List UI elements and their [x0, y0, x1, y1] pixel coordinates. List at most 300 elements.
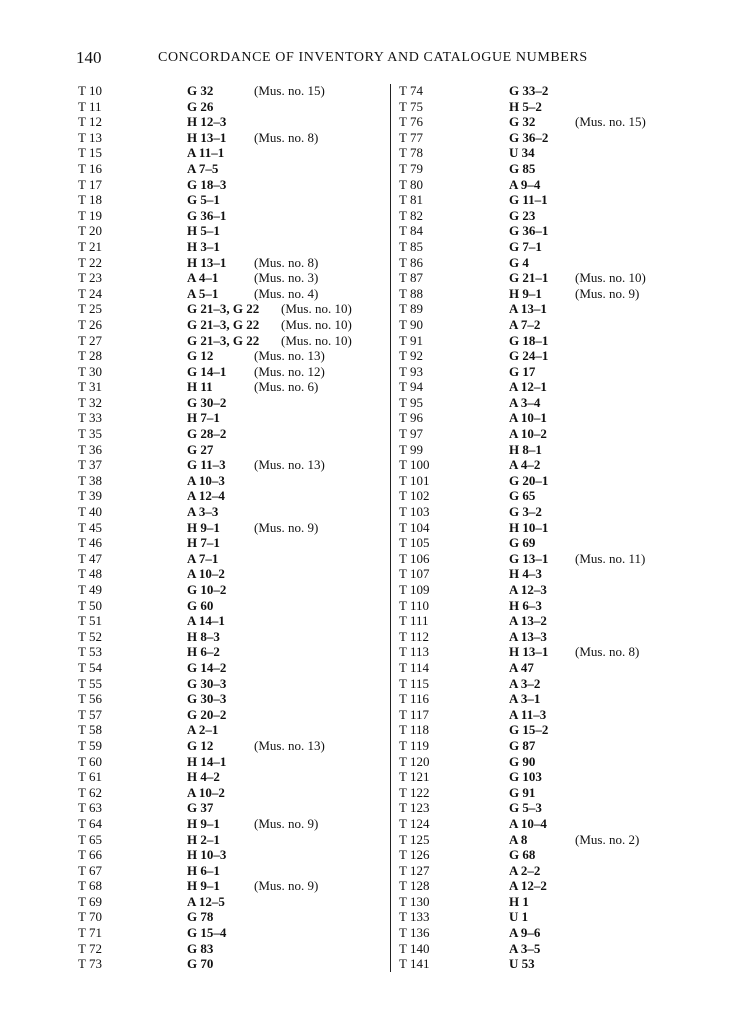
- museum-number: (Mus. no. 8): [254, 129, 319, 145]
- catalogue-number: G 83: [187, 940, 214, 956]
- inventory-number: T 106: [399, 550, 430, 566]
- catalogue-number: A 10–1: [509, 410, 547, 426]
- catalogue-number: A 3–3: [187, 504, 219, 520]
- table-row: [78, 239, 383, 255]
- catalogue-number: A 3–1: [509, 691, 541, 707]
- catalogue-number: A 12–3: [509, 582, 547, 597]
- table-row: [78, 379, 383, 395]
- museum-number: (Mus. no. 6): [254, 379, 319, 395]
- inventory-number: T 35: [78, 426, 102, 442]
- catalogue-number: A 3–5: [509, 940, 541, 956]
- catalogue-number: G 36–2: [509, 129, 549, 145]
- table-row: [399, 99, 689, 115]
- inventory-number: T 17: [78, 176, 102, 192]
- table-row: [78, 114, 383, 130]
- table-row: [399, 551, 689, 567]
- inventory-number: T 25: [78, 301, 102, 317]
- catalogue-number: G 12: [187, 737, 214, 753]
- catalogue-number: H 5–1: [187, 223, 220, 239]
- table-row: [399, 270, 689, 286]
- catalogue-number: A 4–2: [509, 457, 541, 473]
- catalogue-number: A 8: [509, 831, 528, 847]
- inventory-number: T 122: [399, 784, 430, 800]
- catalogue-number: A 10–2: [187, 566, 225, 582]
- catalogue-number: G 26: [187, 98, 214, 114]
- table-row: [399, 442, 689, 458]
- catalogue-number: G 5–3: [509, 800, 542, 816]
- table-row: [399, 754, 689, 770]
- catalogue-number: A 13–1: [509, 301, 547, 317]
- inventory-number: T 33: [78, 410, 102, 426]
- catalogue-number: G 12: [187, 348, 214, 364]
- table-row: [399, 208, 689, 224]
- inventory-number: T 121: [399, 769, 430, 785]
- table-row: [78, 925, 383, 941]
- inventory-number: T 72: [78, 940, 102, 956]
- inventory-number: T 49: [78, 582, 102, 597]
- table-row: [78, 364, 383, 380]
- inventory-number: T 96: [399, 410, 423, 426]
- inventory-number: T 89: [399, 301, 423, 317]
- table-row: [78, 301, 383, 317]
- inventory-number: T 65: [78, 831, 102, 847]
- table-row: [78, 473, 383, 489]
- inventory-number: T 59: [78, 737, 102, 753]
- table-row: [78, 785, 383, 801]
- table-row: [78, 629, 383, 645]
- inventory-number: T 124: [399, 815, 430, 831]
- catalogue-number: A 10–2: [509, 426, 547, 442]
- catalogue-number: A 7–1: [187, 550, 219, 566]
- catalogue-number: G 24–1: [509, 348, 549, 364]
- catalogue-number: H 9–1: [187, 519, 220, 535]
- inventory-number: T 70: [78, 909, 102, 925]
- table-row: [78, 83, 383, 99]
- inventory-number: T 102: [399, 488, 430, 504]
- inventory-number: T 51: [78, 613, 102, 629]
- inventory-number: T 10: [78, 83, 102, 98]
- table-row: [78, 909, 383, 925]
- inventory-number: T 23: [78, 270, 102, 286]
- inventory-number: T 111: [399, 613, 429, 629]
- table-row: [399, 504, 689, 520]
- catalogue-number: H 8–1: [509, 441, 542, 457]
- inventory-number: T 52: [78, 628, 102, 644]
- inventory-number: T 54: [78, 659, 102, 675]
- inventory-number: T 107: [399, 566, 430, 582]
- table-row: [399, 691, 689, 707]
- museum-number: (Mus. no. 4): [254, 285, 319, 301]
- inventory-number: T 36: [78, 441, 102, 457]
- inventory-number: T 85: [399, 238, 423, 254]
- inventory-number: T 103: [399, 504, 430, 520]
- inventory-number: T 104: [399, 519, 430, 535]
- table-row: [399, 832, 689, 848]
- table-row: [78, 208, 383, 224]
- inventory-number: T 120: [399, 753, 430, 769]
- table-row: [78, 722, 383, 738]
- catalogue-number: H 4–2: [187, 769, 220, 785]
- inventory-number: T 45: [78, 519, 102, 535]
- table-row: [399, 426, 689, 442]
- catalogue-number: G 21–3, G 22: [187, 301, 260, 317]
- catalogue-number: G 30–3: [187, 691, 227, 707]
- column-divider: [390, 84, 391, 972]
- inventory-number: T 130: [399, 893, 430, 909]
- table-row: [399, 520, 689, 536]
- catalogue-number: A 9–6: [509, 925, 541, 941]
- inventory-number: T 32: [78, 394, 102, 410]
- inventory-number: T 20: [78, 223, 102, 239]
- inventory-number: T 126: [399, 847, 430, 863]
- table-row: [78, 161, 383, 177]
- catalogue-number: A 12–1: [509, 379, 547, 395]
- table-row: [399, 863, 689, 879]
- catalogue-number: G 65: [509, 488, 536, 504]
- inventory-number: T 21: [78, 238, 102, 254]
- catalogue-number: G 36–1: [187, 207, 227, 223]
- inventory-number: T 91: [399, 332, 423, 348]
- catalogue-number: H 9–1: [187, 878, 220, 894]
- catalogue-number: G 18–3: [187, 176, 227, 192]
- inventory-number: T 109: [399, 582, 430, 597]
- catalogue-number: A 5–1: [187, 285, 219, 301]
- table-row: [399, 925, 689, 941]
- table-row: [399, 909, 689, 925]
- table-row: [78, 816, 383, 832]
- catalogue-number: G 7–1: [509, 238, 542, 254]
- catalogue-number: G 68: [509, 847, 536, 863]
- table-row: [399, 535, 689, 551]
- inventory-number: T 16: [78, 160, 102, 176]
- catalogue-number: G 33–2: [509, 83, 549, 98]
- catalogue-number: G 10–2: [187, 582, 227, 597]
- catalogue-number: H 1: [509, 893, 529, 909]
- museum-number: (Mus. no. 9): [254, 519, 319, 535]
- table-row: [78, 738, 383, 754]
- inventory-number: T 47: [78, 550, 102, 566]
- inventory-number: T 93: [399, 363, 423, 379]
- catalogue-number: G 3–2: [509, 504, 542, 520]
- table-row: [78, 255, 383, 271]
- inventory-number: T 78: [399, 145, 423, 161]
- inventory-number: T 127: [399, 862, 430, 878]
- table-row: [399, 364, 689, 380]
- catalogue-number: G 13–1: [509, 550, 549, 566]
- inventory-number: T 30: [78, 363, 102, 379]
- inventory-number: T 128: [399, 878, 430, 894]
- inventory-number: T 22: [78, 254, 102, 270]
- catalogue-number: H 6–1: [187, 862, 220, 878]
- table-row: [78, 644, 383, 660]
- table-row: [78, 800, 383, 816]
- table-row: [78, 333, 383, 349]
- table-row: [78, 754, 383, 770]
- table-row: [399, 847, 689, 863]
- table-row: [399, 488, 689, 504]
- inventory-number: T 136: [399, 925, 430, 941]
- table-row: [78, 348, 383, 364]
- inventory-number: T 39: [78, 488, 102, 504]
- inventory-number: T 77: [399, 129, 423, 145]
- inventory-number: T 48: [78, 566, 102, 582]
- catalogue-number: H 12–3: [187, 114, 227, 130]
- catalogue-number: H 4–3: [509, 566, 542, 582]
- table-row: [399, 738, 689, 754]
- catalogue-number: A 13–2: [509, 613, 547, 629]
- inventory-number: T 68: [78, 878, 102, 894]
- table-row: [399, 410, 689, 426]
- inventory-number: T 67: [78, 862, 102, 878]
- inventory-number: T 123: [399, 800, 430, 816]
- inventory-number: T 88: [399, 285, 423, 301]
- inventory-number: T 60: [78, 753, 102, 769]
- table-row: [78, 660, 383, 676]
- table-row: [399, 239, 689, 255]
- table-row: [78, 177, 383, 193]
- inventory-number: T 86: [399, 254, 423, 270]
- museum-number: (Mus. no. 9): [575, 285, 640, 301]
- catalogue-number: A 14–1: [187, 613, 225, 629]
- table-row: [78, 941, 383, 957]
- table-row: [399, 457, 689, 473]
- table-row: [78, 613, 383, 629]
- catalogue-number: G 14–1: [187, 363, 227, 379]
- catalogue-number: G 21–3, G 22: [187, 316, 260, 332]
- table-row: [399, 878, 689, 894]
- inventory-number: T 69: [78, 893, 102, 909]
- inventory-number: T 62: [78, 784, 102, 800]
- catalogue-number: G 60: [187, 597, 214, 613]
- inventory-number: T 56: [78, 691, 102, 707]
- museum-number: (Mus. no. 12): [254, 363, 325, 379]
- table-row: [78, 395, 383, 411]
- catalogue-number: G 11–3: [187, 457, 226, 473]
- museum-number: (Mus. no. 10): [281, 301, 352, 317]
- inventory-number: T 87: [399, 270, 423, 286]
- table-row: [78, 286, 383, 302]
- catalogue-number: G 36–1: [509, 223, 549, 239]
- catalogue-number: H 5–2: [509, 98, 542, 114]
- table-row: [399, 613, 689, 629]
- table-row: [399, 629, 689, 645]
- catalogue-number: A 3–2: [509, 675, 541, 691]
- inventory-number: T 11: [78, 98, 102, 114]
- table-row: [78, 847, 383, 863]
- inventory-number: T 79: [399, 160, 423, 176]
- inventory-number: T 27: [78, 332, 102, 348]
- inventory-number: T 26: [78, 316, 102, 332]
- catalogue-number: G 23: [509, 207, 536, 223]
- inventory-number: T 133: [399, 909, 430, 925]
- inventory-number: T 81: [399, 192, 423, 208]
- catalogue-number: A 10–4: [509, 815, 547, 831]
- table-row: [78, 769, 383, 785]
- museum-number: (Mus. no. 2): [575, 831, 640, 847]
- table-row: [399, 301, 689, 317]
- inventory-number: T 53: [78, 644, 102, 660]
- inventory-number: T 37: [78, 457, 102, 473]
- catalogue-number: A 7–5: [187, 160, 219, 176]
- table-row: [78, 442, 383, 458]
- inventory-number: T 61: [78, 769, 102, 785]
- table-row: [78, 676, 383, 692]
- inventory-number: T 117: [399, 706, 429, 722]
- inventory-number: T 74: [399, 83, 423, 98]
- table-row: [399, 644, 689, 660]
- table-row: [399, 894, 689, 910]
- inventory-number: T 73: [78, 956, 102, 972]
- catalogue-number: A 3–4: [509, 394, 541, 410]
- table-row: [399, 114, 689, 130]
- table-row: [78, 223, 383, 239]
- table-row: [399, 582, 689, 598]
- table-row: [78, 317, 383, 333]
- inventory-number: T 58: [78, 722, 102, 738]
- running-head: CONCORDANCE OF INVENTORY AND CATALOGUE NUMBERS: [158, 50, 588, 65]
- museum-number: (Mus. no. 9): [254, 878, 319, 894]
- inventory-number: T 55: [78, 675, 102, 691]
- catalogue-number: G 27: [187, 441, 214, 457]
- table-row: [399, 317, 689, 333]
- inventory-number: T 105: [399, 535, 430, 551]
- inventory-number: T 24: [78, 285, 102, 301]
- table-row: [78, 192, 383, 208]
- museum-number: (Mus. no. 15): [254, 83, 325, 98]
- table-row: [78, 551, 383, 567]
- catalogue-number: G 18–1: [509, 332, 549, 348]
- catalogue-number: G 4: [509, 254, 529, 270]
- catalogue-number: G 30–3: [187, 675, 227, 691]
- table-row: [399, 598, 689, 614]
- table-row: [399, 255, 689, 271]
- catalogue-number: H 9–1: [187, 815, 220, 831]
- catalogue-number: G 5–1: [187, 192, 220, 208]
- catalogue-number: A 11–3: [509, 706, 547, 722]
- table-row: [78, 130, 383, 146]
- table-row: [78, 956, 383, 972]
- catalogue-number: G 91: [509, 784, 536, 800]
- inventory-number: T 116: [399, 691, 429, 707]
- inventory-number: T 110: [399, 597, 429, 613]
- catalogue-number: G 37: [187, 800, 214, 816]
- inventory-number: T 94: [399, 379, 423, 395]
- concordance-column-left: [78, 83, 383, 972]
- inventory-number: T 113: [399, 644, 429, 660]
- inventory-number: T 84: [399, 223, 423, 239]
- table-row: [78, 99, 383, 115]
- table-row: [399, 145, 689, 161]
- catalogue-number: A 9–4: [509, 176, 541, 192]
- table-row: [399, 161, 689, 177]
- table-row: [78, 598, 383, 614]
- table-row: [78, 488, 383, 504]
- inventory-number: T 18: [78, 192, 102, 208]
- museum-number: (Mus. no. 9): [254, 815, 319, 831]
- catalogue-number: A 4–1: [187, 270, 219, 286]
- catalogue-number: H 10–1: [509, 519, 549, 535]
- catalogue-number: H 8–3: [187, 628, 220, 644]
- catalogue-number: H 6–3: [509, 597, 542, 613]
- inventory-number: T 99: [399, 441, 423, 457]
- catalogue-number: G 11–1: [509, 192, 548, 208]
- table-row: [78, 566, 383, 582]
- catalogue-number: H 6–2: [187, 644, 220, 660]
- catalogue-number: G 28–2: [187, 426, 227, 442]
- catalogue-number: G 87: [509, 737, 536, 753]
- catalogue-number: G 32: [187, 83, 214, 98]
- museum-number: (Mus. no. 13): [254, 348, 325, 364]
- inventory-number: T 75: [399, 98, 423, 114]
- catalogue-number: H 13–1: [187, 129, 227, 145]
- catalogue-number: A 2–1: [187, 722, 219, 738]
- catalogue-number: A 12–4: [187, 488, 225, 504]
- table-row: [78, 878, 383, 894]
- catalogue-number: U 34: [509, 145, 535, 161]
- inventory-number: T 64: [78, 815, 102, 831]
- table-row: [78, 894, 383, 910]
- museum-number: (Mus. no. 13): [254, 737, 325, 753]
- catalogue-number: U 53: [509, 956, 535, 972]
- table-row: [78, 832, 383, 848]
- catalogue-number: G 20–2: [187, 706, 227, 722]
- table-row: [399, 395, 689, 411]
- table-row: [399, 348, 689, 364]
- inventory-number: T 140: [399, 940, 430, 956]
- table-row: [78, 520, 383, 536]
- table-row: [399, 177, 689, 193]
- table-row: [78, 863, 383, 879]
- museum-number: (Mus. no. 13): [254, 457, 325, 473]
- inventory-number: T 46: [78, 535, 102, 551]
- inventory-number: T 63: [78, 800, 102, 816]
- table-row: [399, 83, 689, 99]
- inventory-number: T 12: [78, 114, 102, 130]
- inventory-number: T 114: [399, 659, 429, 675]
- table-row: [399, 130, 689, 146]
- museum-number: (Mus. no. 8): [575, 644, 640, 660]
- catalogue-number: G 103: [509, 769, 542, 785]
- inventory-number: T 95: [399, 394, 423, 410]
- inventory-number: T 141: [399, 956, 430, 972]
- table-row: [399, 286, 689, 302]
- inventory-number: T 101: [399, 472, 430, 488]
- catalogue-number: G 85: [509, 160, 536, 176]
- table-row: [399, 956, 689, 972]
- inventory-number: T 76: [399, 114, 423, 130]
- inventory-number: T 80: [399, 176, 423, 192]
- table-row: [399, 941, 689, 957]
- inventory-number: T 90: [399, 316, 423, 332]
- table-row: [399, 800, 689, 816]
- catalogue-number: A 13–3: [509, 628, 547, 644]
- table-row: [399, 566, 689, 582]
- catalogue-number: G 15–2: [509, 722, 549, 738]
- museum-number: (Mus. no. 8): [254, 254, 319, 270]
- inventory-number: T 115: [399, 675, 429, 691]
- inventory-number: T 118: [399, 722, 429, 738]
- inventory-number: T 82: [399, 207, 423, 223]
- museum-number: (Mus. no. 11): [575, 550, 646, 566]
- catalogue-number: A 47: [509, 659, 534, 675]
- museum-number: (Mus. no. 10): [575, 270, 646, 286]
- catalogue-number: A 7–2: [509, 316, 541, 332]
- catalogue-number: A 12–2: [509, 878, 547, 894]
- concordance-column-right: [399, 83, 689, 972]
- catalogue-number: G 17: [509, 363, 536, 379]
- inventory-number: T 97: [399, 426, 423, 442]
- table-row: [78, 270, 383, 286]
